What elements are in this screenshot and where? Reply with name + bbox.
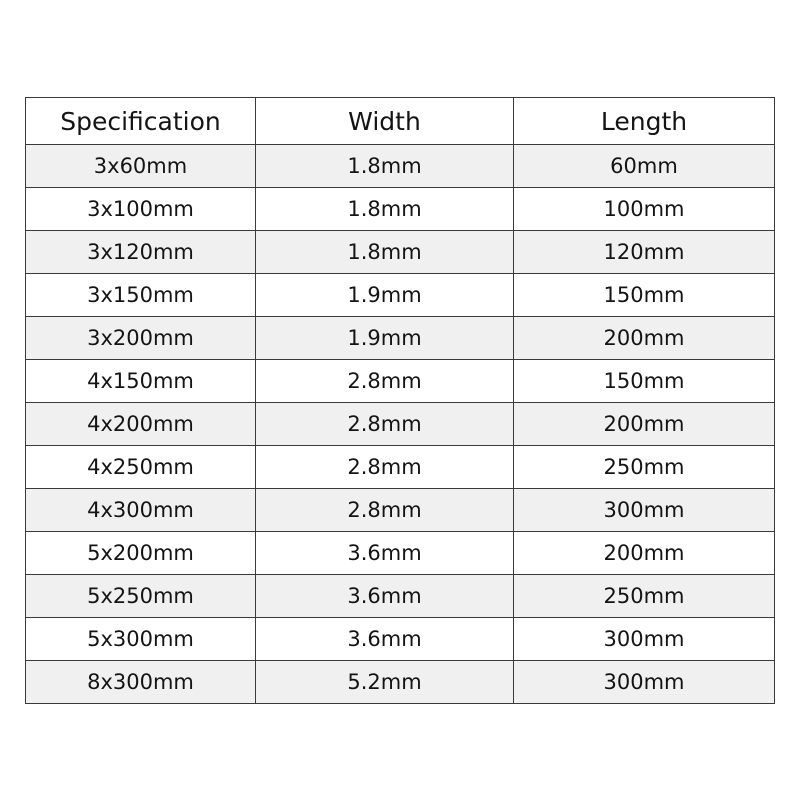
cell-specification: 5x250mm	[26, 575, 256, 618]
table-row	[26, 274, 775, 317]
spec-table	[25, 97, 775, 704]
table-row	[26, 403, 775, 446]
cell-specification: 4x200mm	[26, 403, 256, 446]
cell-specification: 3x150mm	[26, 274, 256, 317]
cell-width: 2.8mm	[256, 489, 514, 532]
cell-width: 1.8mm	[256, 145, 514, 188]
cell-width: 1.9mm	[256, 274, 514, 317]
cell-width: 1.9mm	[256, 317, 514, 360]
table-body	[26, 145, 775, 704]
cell-length: 300mm	[514, 618, 775, 661]
table-row	[26, 532, 775, 575]
table-row	[26, 360, 775, 403]
cell-specification: 5x300mm	[26, 618, 256, 661]
table-row	[26, 489, 775, 532]
cell-length: 250mm	[514, 575, 775, 618]
header-width: Width	[256, 98, 514, 145]
cell-specification: 3x100mm	[26, 188, 256, 231]
cell-width: 2.8mm	[256, 360, 514, 403]
cell-length: 200mm	[514, 532, 775, 575]
cell-width: 2.8mm	[256, 403, 514, 446]
cell-width: 2.8mm	[256, 446, 514, 489]
cell-length: 150mm	[514, 360, 775, 403]
table-row	[26, 231, 775, 274]
table-row	[26, 618, 775, 661]
cell-specification: 3x120mm	[26, 231, 256, 274]
header-length: Length	[514, 98, 775, 145]
table-header-row	[26, 98, 775, 145]
table-row	[26, 145, 775, 188]
cell-length: 300mm	[514, 489, 775, 532]
table-row	[26, 575, 775, 618]
cell-width: 5.2mm	[256, 661, 514, 704]
cell-length: 60mm	[514, 145, 775, 188]
cell-specification: 8x300mm	[26, 661, 256, 704]
header-specification: Specification	[26, 98, 256, 145]
cell-specification: 4x150mm	[26, 360, 256, 403]
cell-width: 1.8mm	[256, 231, 514, 274]
cell-specification: 4x300mm	[26, 489, 256, 532]
cell-length: 100mm	[514, 188, 775, 231]
cell-length: 200mm	[514, 317, 775, 360]
cell-length: 120mm	[514, 231, 775, 274]
cell-width: 3.6mm	[256, 575, 514, 618]
cell-specification: 3x60mm	[26, 145, 256, 188]
table-row	[26, 661, 775, 704]
cell-specification: 5x200mm	[26, 532, 256, 575]
cell-width: 3.6mm	[256, 532, 514, 575]
cell-width: 1.8mm	[256, 188, 514, 231]
cell-length: 200mm	[514, 403, 775, 446]
cell-length: 300mm	[514, 661, 775, 704]
cell-width: 3.6mm	[256, 618, 514, 661]
table-row	[26, 317, 775, 360]
cell-length: 250mm	[514, 446, 775, 489]
cell-length: 150mm	[514, 274, 775, 317]
cell-specification: 3x200mm	[26, 317, 256, 360]
cell-specification: 4x250mm	[26, 446, 256, 489]
table-row	[26, 446, 775, 489]
table-row	[26, 188, 775, 231]
